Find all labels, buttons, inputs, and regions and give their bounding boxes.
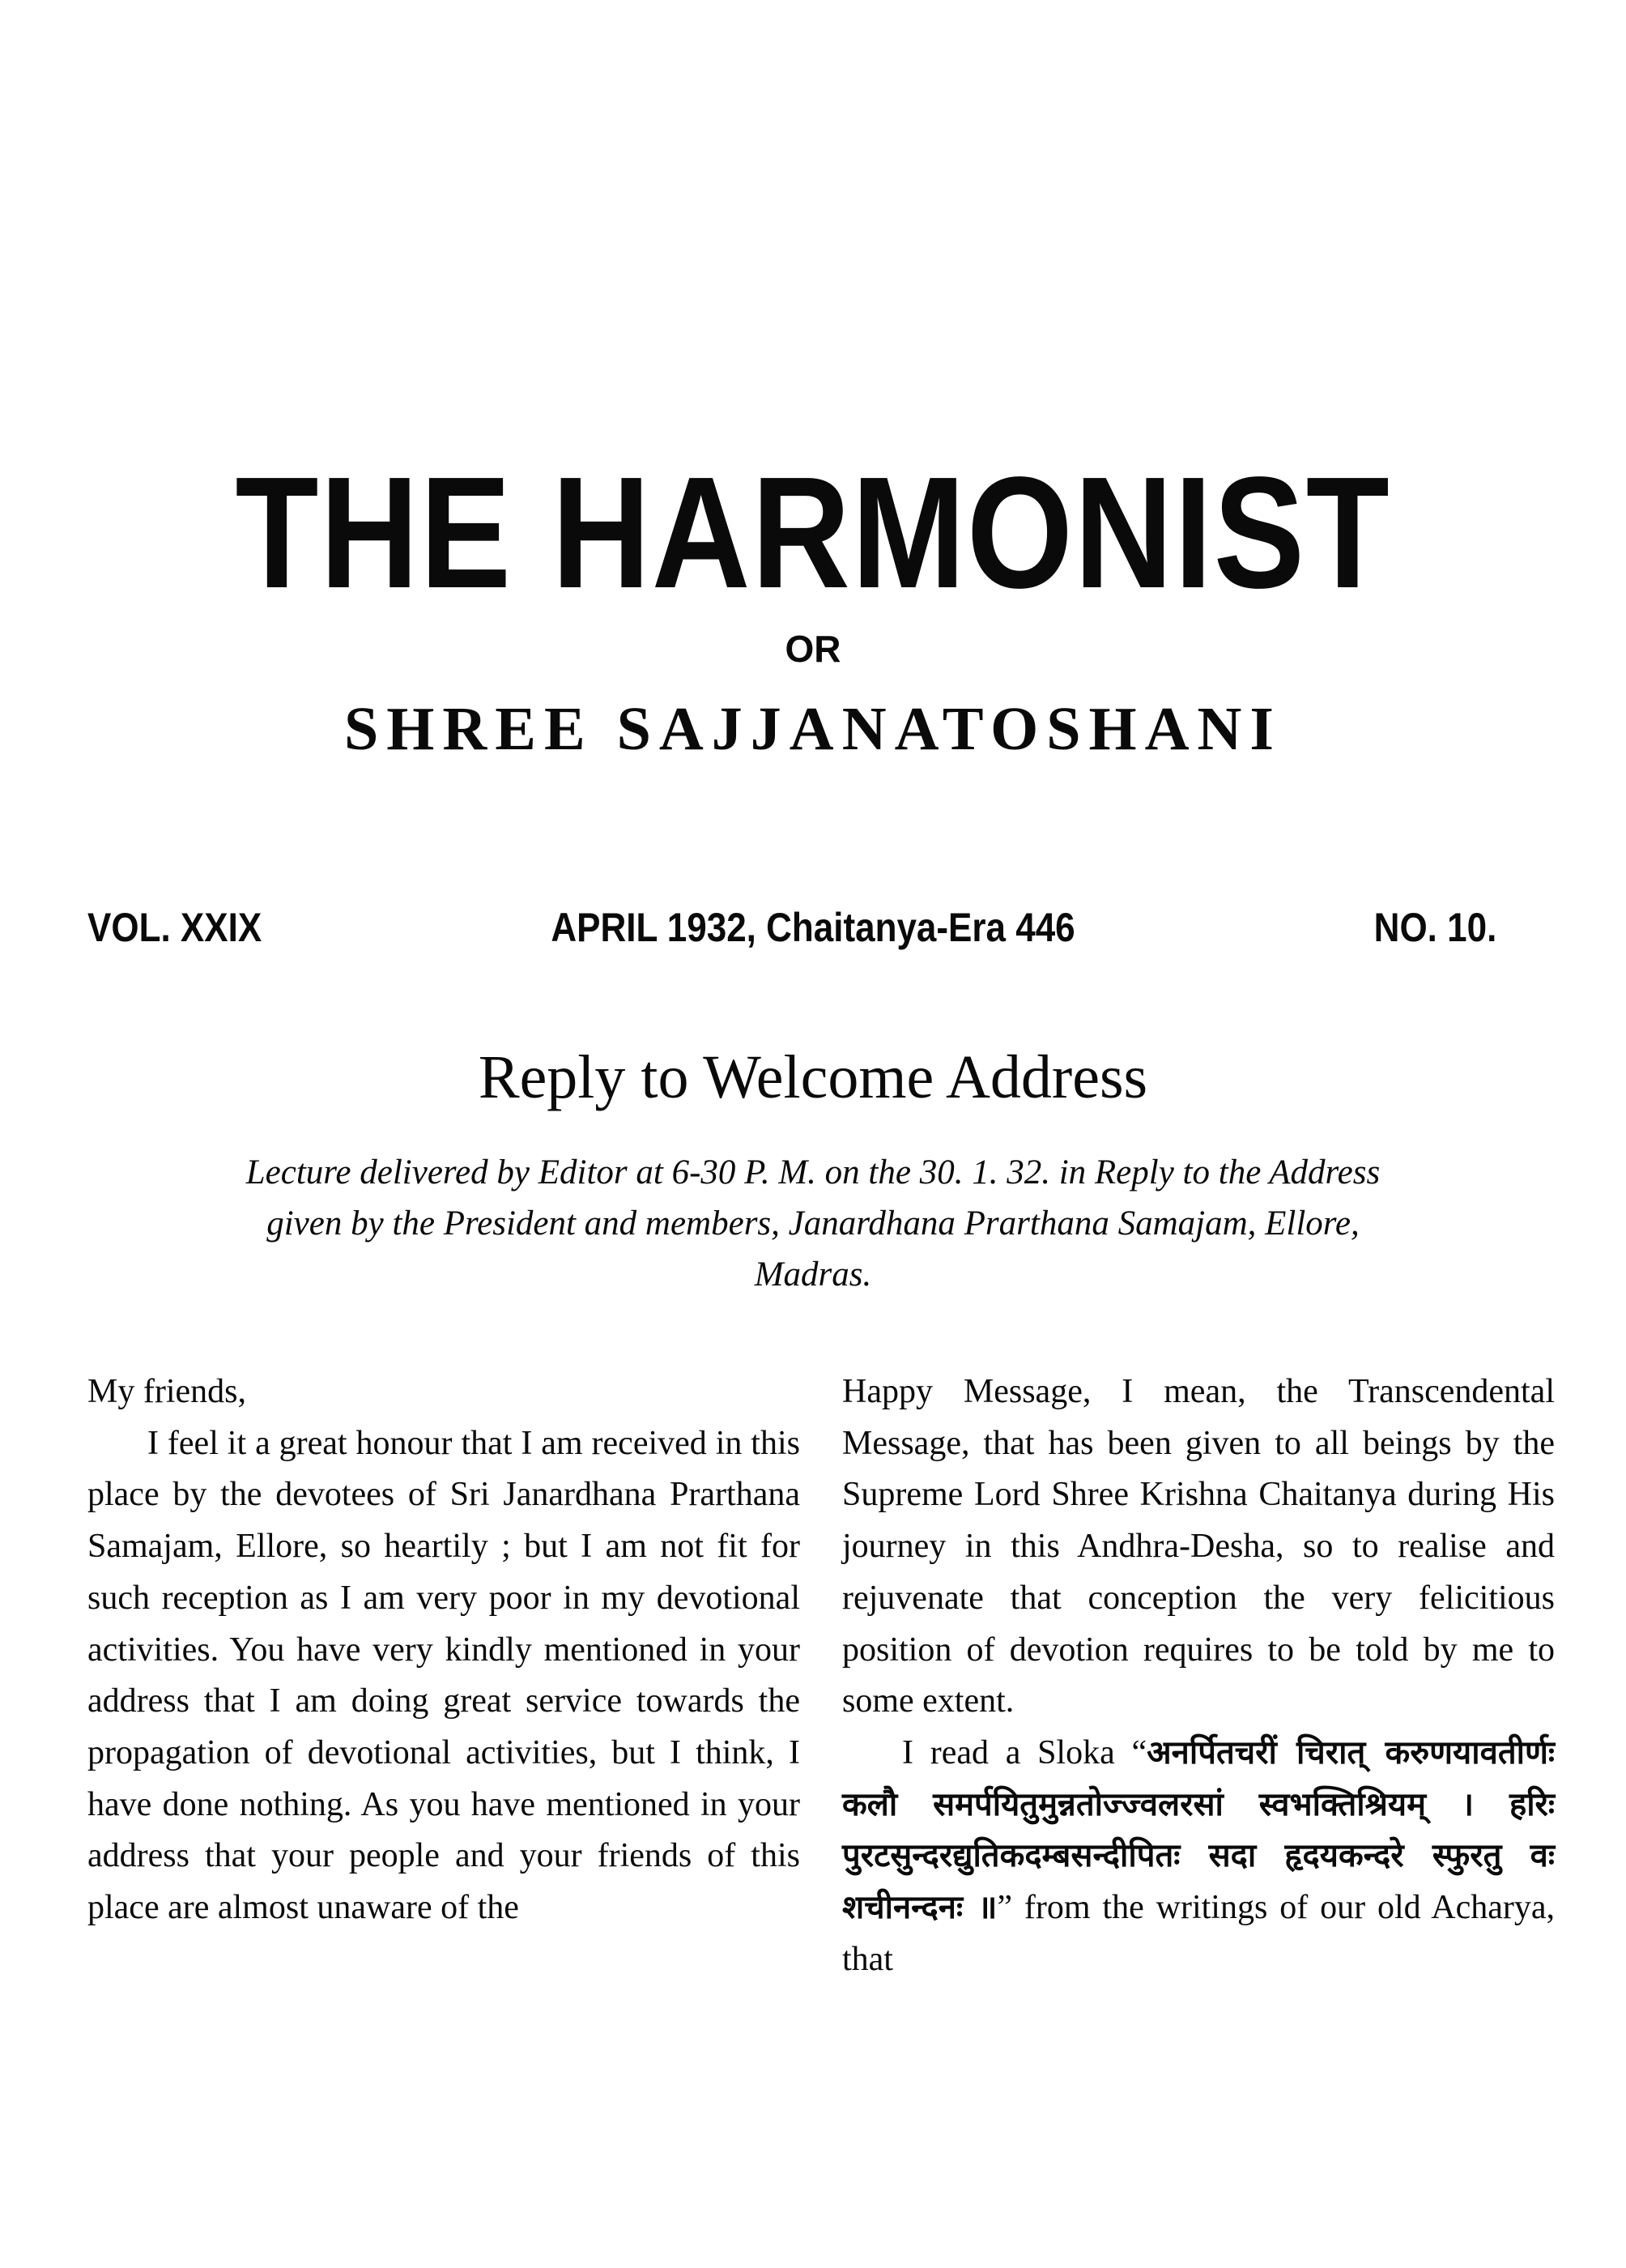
issue-volume: VOL. XXIX xyxy=(87,905,262,950)
sanskrit-sloka: अनर्पितचरीं चिरात् करुणयावतीर्णः कलौ समर्पयितुमुन्नतोज्ज्वलरसां स्वभक्तिश्रियम् । हरिः पुरटसुन्दरद्युतिकदम्बसन्दीपितः सदा हृदयकन्दरे स्फुरतु वः शचीनन्दनः ॥ xyxy=(842,1733,1555,1927)
article-subtitle: Lecture delivered by Editor at 6-30 P. M. on the 30. 1. 32. in Reply to the Address given by the President and members, Janardhana Prarthana Samajam, Ellore, Madras. xyxy=(245,1153,1381,1294)
article-title: Reply to Welcome Address xyxy=(478,1043,1148,1111)
sloka-tail: ” from the writings of our old Acharya, that xyxy=(842,1889,1555,1978)
sloka-lead: I read a Sloka “ xyxy=(902,1733,1147,1771)
left-column xyxy=(87,1366,800,1934)
paragraph-with-sloka xyxy=(842,1728,1555,1986)
right-column xyxy=(842,1366,1555,1985)
issue-date: APRIL 1932, Chaitanya-Era 446 xyxy=(551,905,1075,950)
journal-title-or: OR xyxy=(785,628,841,670)
paragraph: I feel it a great honour that I am received in this place by the devotees of Sri Janardhana Prarthana Samajam, Ellore, so heartily ; but I am not fit for such reception as I am very poor in my devotional activities. You have very kindly mentioned in your address that I am doing great service towards the propagation of devotional activities, but I think, I have done nothing. As you have mentioned in your address that your people and your friends of this place are almost unaware of the xyxy=(87,1424,800,1927)
issue-number: NO. 10. xyxy=(1373,905,1496,950)
journal-title: THE HARMONIST xyxy=(235,444,1391,621)
journal-subtitle: SHREE SAJJANATOSHANI xyxy=(344,695,1282,763)
salutation: My friends, xyxy=(87,1373,246,1410)
paragraph: Happy Message, I mean, the Transcendental Message, that has been given to all beings by the Supreme Lord Shree Krishna Chaitanya during His journey in this Andhra-Desha, so to realise and rejuvenate that conception the very felicitious position of devotion requires to be told by me to some extent. xyxy=(842,1373,1555,1720)
